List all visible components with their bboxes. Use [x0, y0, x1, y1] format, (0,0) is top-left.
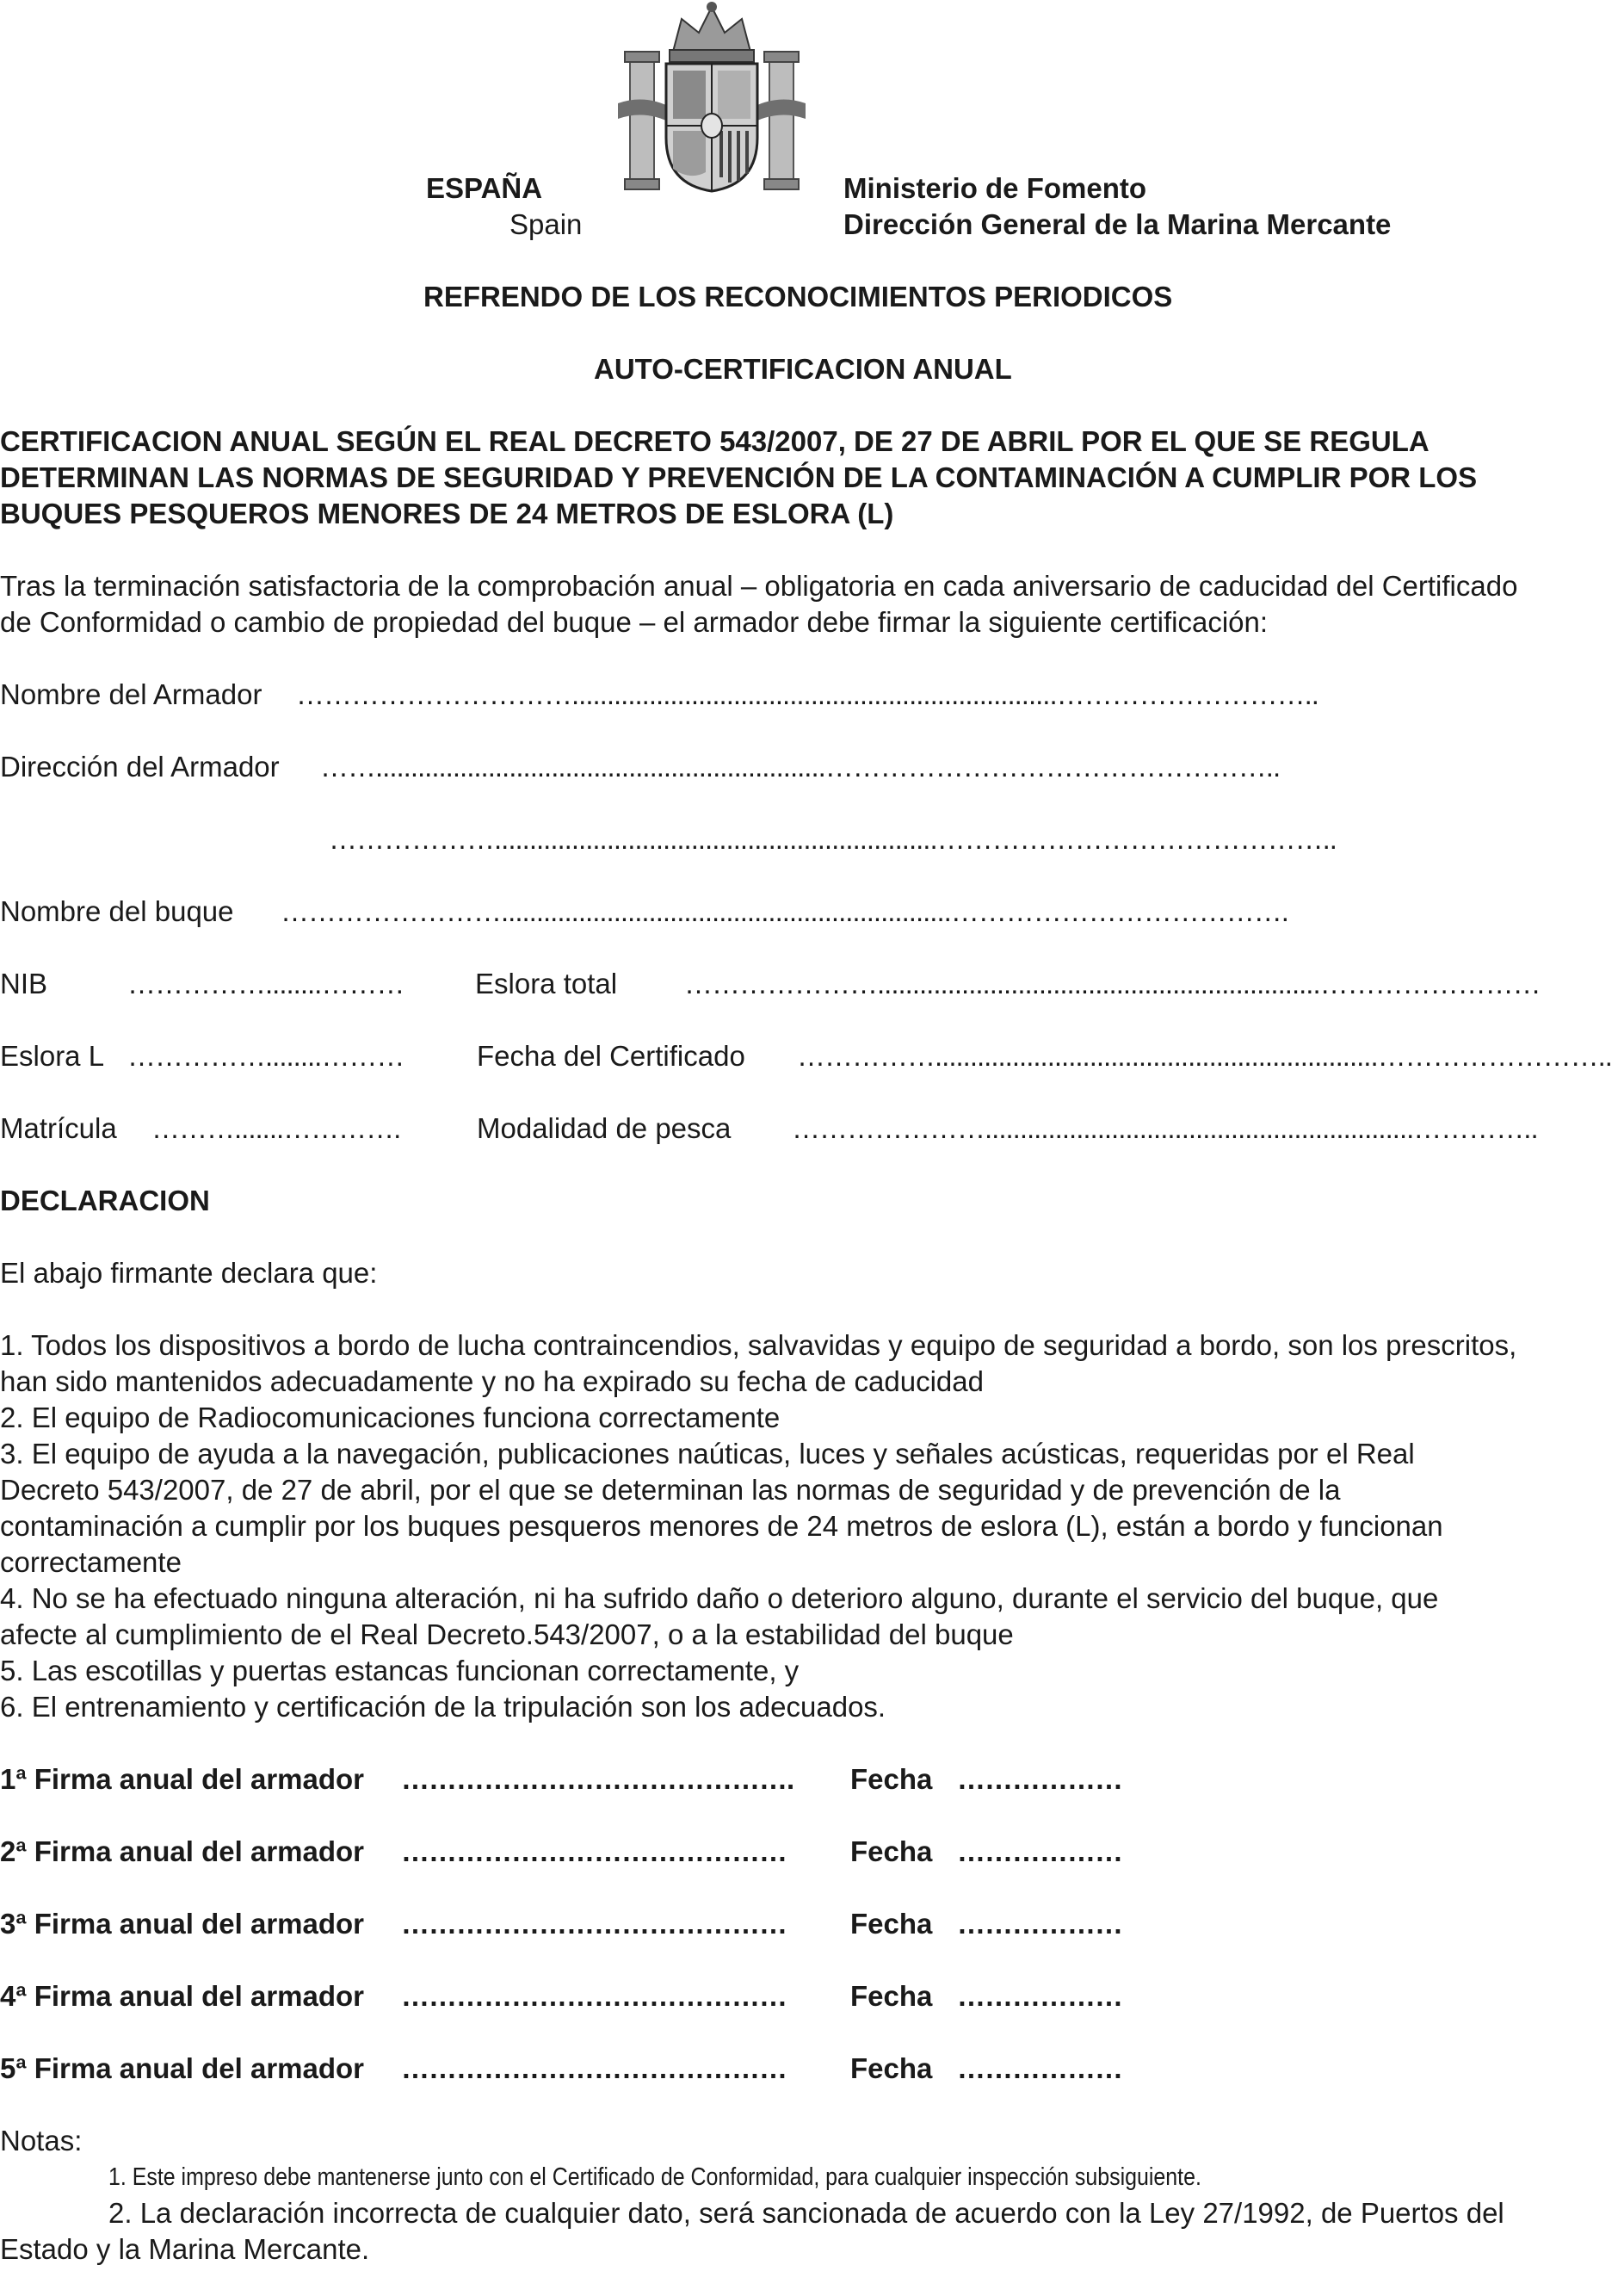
armador-name-label: Nombre del Armador	[0, 678, 262, 710]
signature-date-field-3[interactable]: ………………	[957, 1908, 1122, 1940]
signature-label-2: 2ª Firma anual del armador	[0, 1835, 365, 1867]
signature-date-field-4[interactable]: ………………	[957, 1980, 1122, 2012]
intro-line-2: de Conformidad o cambio de propiedad del buque – el armador debe firmar la siguiente certificación:	[0, 606, 1269, 638]
nib-field[interactable]: ……………........………	[127, 968, 404, 999]
document-subtitle: AUTO-CERTIFICACION ANUAL	[594, 353, 1012, 385]
declaration-line: 6. El entrenamiento y certificación de la tripulación son los adecuados.	[0, 1691, 886, 1723]
signature-date-label-2: Fecha	[850, 1835, 933, 1867]
certification-heading-line-2: DETERMINAN LAS NORMAS DE SEGURIDAD Y PREVENCIÓN DE LA CONTAMINACIÓN A CUMPLIR POR LOS	[0, 461, 1478, 493]
nib-label: NIB	[0, 968, 48, 999]
vessel-name-field[interactable]: ……………………................................................................……………………………….	[281, 895, 1288, 927]
armador-address-field-2[interactable]: ………………...............................................................……………………………………..	[329, 823, 1337, 855]
document-title: REFRENDO DE LOS RECONOCIMIENTOS PERIODICOS	[423, 281, 1173, 312]
directorate-label: Dirección General de la Marina Mercante	[843, 208, 1392, 240]
signature-label-4: 4ª Firma anual del armador	[0, 1980, 365, 2012]
coat-of-arms-emblem	[613, 0, 811, 196]
declaration-line: 3. El equipo de ayuda a la navegación, publicaciones naúticas, luces y señales acústicas, requeridas por el Real	[0, 1438, 1415, 1470]
signature-date-field-1[interactable]: ………………	[957, 1763, 1122, 1795]
declaration-heading: DECLARACION	[0, 1185, 210, 1216]
declaration-line: 1. Todos los dispositivos a bordo de lucha contraincendios, salvavidas y equipo de seguridad a bordo, son los prescritos,	[0, 1329, 1517, 1361]
total-length-field[interactable]: …………………...............................................................……………………	[684, 968, 1541, 999]
armador-address-label: Dirección del Armador	[0, 751, 280, 783]
declaration-line: contaminación a cumplir por los buques pesqueros menores de 24 metros de eslora (L), están a bordo y funcionan	[0, 1510, 1443, 1542]
notes-label: Notas:	[0, 2125, 83, 2157]
signature-label-5: 5ª Firma anual del armador	[0, 2052, 365, 2084]
registration-field[interactable]: ……….......………….	[151, 1112, 401, 1144]
country-english-label: Spain	[509, 208, 583, 240]
length-l-label: Eslora L	[0, 1040, 105, 1072]
note-1: 1. Este impreso debe mantenerse junto con el Certificado de Conformidad, para cualquier inspección subsiguiente.	[108, 2163, 1201, 2191]
signature-date-label-3: Fecha	[850, 1908, 933, 1940]
signature-field-1[interactable]: …………………………………….	[401, 1763, 794, 1795]
declaration-line: 5. Las escotillas y puertas estancas funcionan correctamente, y	[0, 1655, 800, 1686]
signature-date-label-1: Fecha	[850, 1763, 933, 1795]
signature-field-5[interactable]: ……………………………………	[401, 2052, 787, 2084]
declaration-line: 2. El equipo de Radiocomunicaciones funciona correctamente	[0, 1402, 781, 1433]
note-2-line-1: 2. La declaración incorrecta de cualquier dato, será sancionada de acuerdo con la Ley 27/1992, de Puertos del	[108, 2197, 1504, 2229]
signature-label-3: 3ª Firma anual del armador	[0, 1908, 365, 1940]
signature-date-field-2[interactable]: ………………	[957, 1835, 1122, 1867]
length-l-field[interactable]: ……………........………	[127, 1040, 404, 1072]
declaration-intro: El abajo firmante declara que:	[0, 1257, 378, 1289]
country-label: ESPAÑA	[426, 172, 543, 204]
signature-date-label-4: Fecha	[850, 1980, 933, 2012]
certification-heading-line-1: CERTIFICACION ANUAL SEGÚN EL REAL DECRETO 543/2007, DE 27 DE ABRIL POR EL QUE SE REGULA	[0, 425, 1429, 457]
certificate-date-label: Fecha del Certificado	[477, 1040, 745, 1072]
declaration-line: correctamente	[0, 1546, 182, 1578]
registration-label: Matrícula	[0, 1112, 117, 1144]
fishing-mode-field[interactable]: ………………….............................................................…………..	[792, 1112, 1538, 1144]
note-2-line-2: Estado y la Marina Mercante.	[0, 2233, 370, 2265]
certification-heading-line-3: BUQUES PESQUEROS MENORES DE 24 METROS DE ESLORA (L)	[0, 498, 894, 529]
signature-date-field-5[interactable]: ………………	[957, 2052, 1122, 2084]
signature-field-2[interactable]: ……………………………………	[401, 1835, 787, 1867]
declaration-line: Decreto 543/2007, de 27 de abril, por el que se determinan las normas de seguridad y de prevención de la	[0, 1474, 1341, 1506]
intro-line-1: Tras la terminación satisfactoria de la comprobación anual – obligatoria en cada aniversario de caducidad del Certificado	[0, 570, 1518, 602]
armador-name-field[interactable]: ………………………….....................................................................………………………..	[296, 678, 1318, 710]
signature-label-1: 1ª Firma anual del armador	[0, 1763, 365, 1795]
certificate-date-field[interactable]: ……………...............................................................……………………..	[797, 1040, 1612, 1072]
armador-address-field[interactable]: ……................................................................…………………………………………..	[320, 751, 1281, 783]
signature-field-3[interactable]: ……………………………………	[401, 1908, 787, 1940]
fishing-mode-label: Modalidad de pesca	[477, 1112, 732, 1144]
declaration-line: afecte al cumplimiento de el Real Decreto.543/2007, o a la estabilidad del buque	[0, 1618, 1014, 1650]
ministry-label: Ministerio de Fomento	[843, 172, 1147, 204]
signature-date-label-5: Fecha	[850, 2052, 933, 2084]
vessel-name-label: Nombre del buque	[0, 895, 234, 927]
declaration-line: 4. No se ha efectuado ninguna alteración, ni ha sufrido daño o deterioro alguno, durante el servicio del buque, que	[0, 1582, 1439, 1614]
total-length-label: Eslora total	[475, 968, 618, 999]
signature-field-4[interactable]: ……………………………………	[401, 1980, 787, 2012]
declaration-line: han sido mantenidos adecuadamente y no ha expirado su fecha de caducidad	[0, 1365, 984, 1397]
